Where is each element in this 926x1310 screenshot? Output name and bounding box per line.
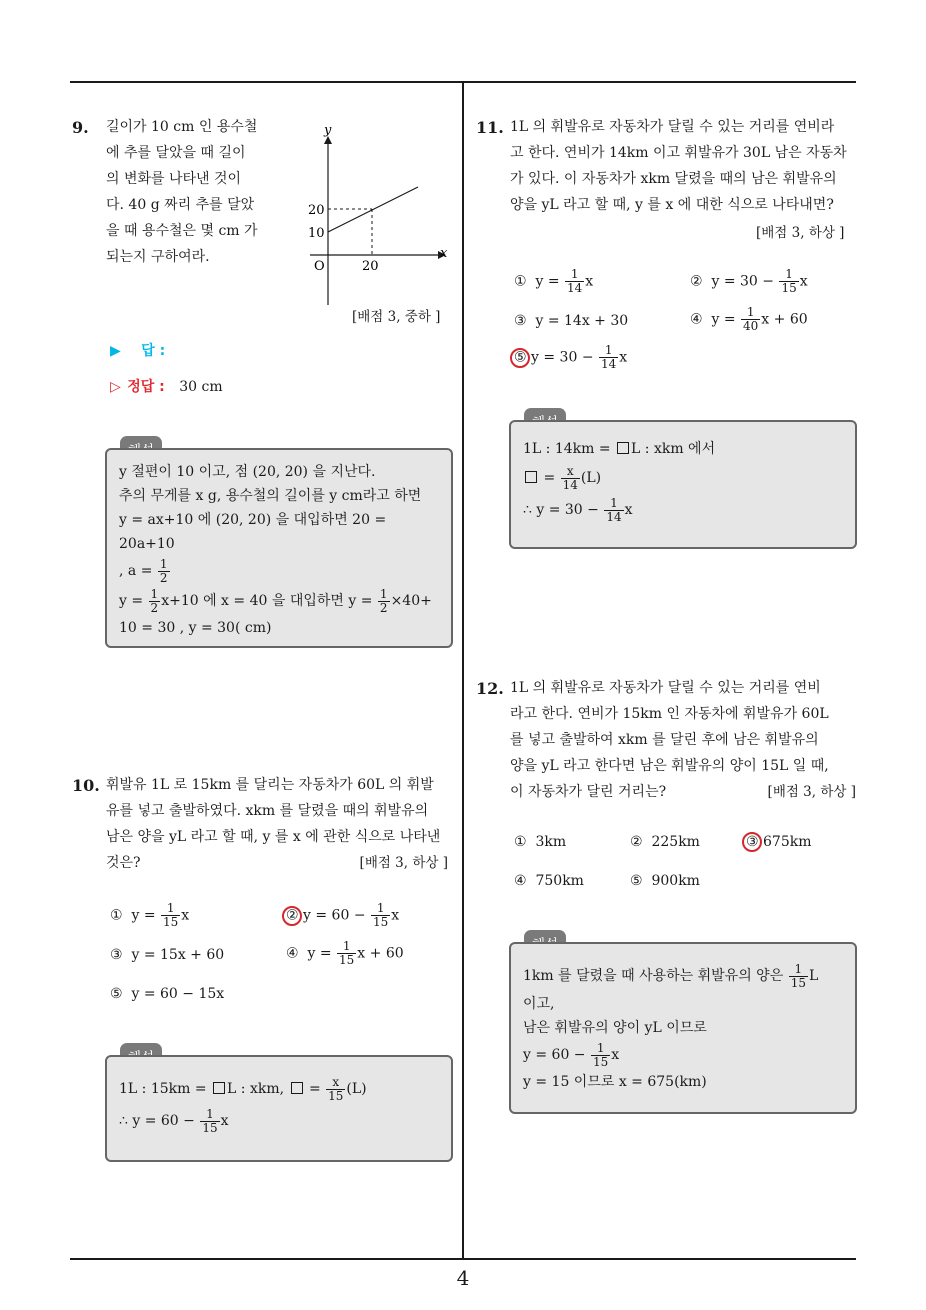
correct-label: 정답 : xyxy=(127,379,165,395)
q11-choice-2[interactable]: ② y = 30 − $\frac{1}{15}$ x xyxy=(690,267,808,295)
q12-choice-3[interactable]: ③ 675km xyxy=(746,834,812,850)
y-tick-label: 20 xyxy=(308,203,325,218)
sol-line: 10 = 30 , y = 30( cm) xyxy=(119,620,272,636)
sol-line: 1L : 14km = L : xkm 에서 xyxy=(523,441,716,457)
q11-line: 가 있다. 이 자동차가 xkm 달렸을 때의 남은 휘발유의 xyxy=(510,171,837,187)
q9-correct-row xyxy=(110,376,223,396)
q10-number: 10. xyxy=(72,776,100,795)
q10-line: 유를 넣고 출발하였다. xkm 를 달렸을 때의 휘발유의 xyxy=(106,803,429,819)
q12-choice-4[interactable]: ④ 750km xyxy=(514,873,584,889)
q11-score: [배점 3, 하상 ] xyxy=(756,225,845,241)
fraction: $\frac{1}{2}$ xyxy=(379,586,388,615)
q12-solution-box xyxy=(509,942,857,1114)
q12-line: 라고 한다. 연비가 15km 인 자동차에 휘발유가 60L xyxy=(510,706,829,722)
q12-number: 12. xyxy=(476,679,504,698)
bottom-rule xyxy=(70,1258,856,1260)
x-tick-label: 20 xyxy=(362,259,379,274)
q9-graph xyxy=(290,120,460,310)
q10-choice-4[interactable]: ④ y = $\frac{1}{15}$ x + 60 xyxy=(286,939,404,967)
q10-choice-5[interactable]: ⑤ y = 60 − 15x xyxy=(110,986,225,1002)
fraction: $\frac{1}{2}$ xyxy=(150,586,159,615)
q11-number: 11. xyxy=(476,118,504,137)
q12-line: 양을 yL 라고 한다면 남은 휘발유의 양이 15L 일 때, xyxy=(510,758,829,774)
sol-line: y = $\frac{1}{2}$ x+10 에 x = 40 을 대입하면 y = $\frac{1}{2}$ ×40+ xyxy=(119,586,432,615)
q9-score: [배점 3, 중하 ] xyxy=(352,309,441,325)
q12-choice-2[interactable]: ② 225km xyxy=(630,834,700,850)
q9-text xyxy=(106,114,276,270)
answer-label: 답 : xyxy=(141,343,166,359)
q9-line: 되는지 구하여라. xyxy=(106,249,210,265)
sol-line: ∴ y = 30 − $\frac{1}{14}$ x xyxy=(523,495,633,524)
q10-score: [배점 3, 하상 ] xyxy=(359,855,448,871)
sol-line: y = 15 이므로 x = 675(km) xyxy=(523,1074,707,1090)
blank-box-icon xyxy=(525,471,537,483)
q10-choice-2[interactable]: ② y = 60 − $\frac{1}{15}$ x xyxy=(286,901,400,929)
blank-box-icon xyxy=(617,442,629,454)
sol-line: 이고, xyxy=(523,996,555,1012)
q9-line: 다. 40 g 짜리 추를 달았 xyxy=(106,197,255,213)
q11-choice-4[interactable]: ④ y = $\frac{1}{40}$ x + 60 xyxy=(690,305,808,333)
blank-box-icon xyxy=(291,1082,303,1094)
q10-line: 것은? [배점 3, 하상 ] xyxy=(106,850,456,876)
q10-line: 남은 양을 yL 라고 할 때, y 를 x 에 관한 식으로 나타낸 xyxy=(106,829,441,845)
q12-choice-1[interactable]: ① 3km xyxy=(514,834,567,850)
q9-number: 9. xyxy=(72,118,89,137)
blank-box-icon xyxy=(213,1082,225,1094)
q12-score: [배점 3, 하상 ] xyxy=(767,784,856,800)
q11-solution-box xyxy=(509,420,857,549)
sol-line: , a = $\frac{1}{2}$ xyxy=(119,556,168,585)
q9-line: 길이가 10 cm 인 용수철 xyxy=(106,119,258,135)
q10-solution-box xyxy=(105,1055,453,1162)
sol-line: y = 60 − $\frac{1}{15}$ x xyxy=(523,1040,620,1069)
origin-label: O xyxy=(314,259,325,274)
q10-choice-3[interactable]: ③ y = 15x + 60 xyxy=(110,947,225,963)
q9-line: 을 때 용수철은 몇 cm 가 xyxy=(106,223,258,239)
sol-line: 1km 를 달렸을 때 사용하는 휘발유의 양은 $\frac{1}{15}$ L xyxy=(523,961,819,990)
q10-line: 휘발유 1L 로 15km 를 달리는 자동차가 60L 의 휘발 xyxy=(106,777,434,793)
q10-text xyxy=(106,772,456,876)
q9-answer-row xyxy=(110,340,165,360)
q11-text xyxy=(510,114,860,218)
q11-line: 양을 yL 라고 할 때, y 를 x 에 대한 식으로 나타내면? xyxy=(510,197,834,213)
q11-choice-1[interactable]: ① y = $\frac{1}{14}$ x xyxy=(514,267,594,295)
correct-marker-icon: ▷ xyxy=(110,379,121,395)
q10-choice-1[interactable]: ① y = $\frac{1}{15}$ x xyxy=(110,901,190,929)
q11-line: 1L 의 휘발유로 자동차가 달릴 수 있는 거리를 연비라 xyxy=(510,119,835,135)
q9-solution-box xyxy=(105,448,453,648)
q12-line: 를 넣고 출발하여 xkm 를 달린 후에 남은 휘발유의 xyxy=(510,732,819,748)
correct-value: 30 cm xyxy=(179,379,223,395)
answer-marker-icon: ▶ xyxy=(110,343,121,359)
q11-choice-3[interactable]: ③ y = 14x + 30 xyxy=(514,313,629,329)
sol-line: y = ax+10 에 (20, 20) 을 대입하면 20 = 20a+10 xyxy=(119,512,387,552)
q11-line: 고 한다. 연비가 14km 이고 휘발유가 30L 남은 자동차 xyxy=(510,145,847,161)
y-label: y xyxy=(324,123,332,138)
fraction: $\frac{1}{2}$ xyxy=(159,556,168,585)
sol-line: = $\frac{x}{14}$ (L) xyxy=(523,462,843,494)
q12-line: 이 자동차가 달린 거리는? [배점 3, 하상 ] xyxy=(510,779,860,805)
sol-line: y 절편이 10 이고, 점 (20, 20) 을 지난다. xyxy=(119,464,376,480)
q12-text xyxy=(510,675,860,805)
sol-line: 추의 무게를 x g, 용수철의 길이를 y cm라고 하면 xyxy=(119,488,422,504)
sol-line: 1L : 15km = L : xkm, = $\frac{x}{15}$ (L) xyxy=(119,1074,367,1103)
q9-line: 에 추를 달았을 때 길이 xyxy=(106,145,246,161)
q9-line: 의 변화를 나타낸 것이 xyxy=(106,171,242,187)
q12-choice-5[interactable]: ⑤ 900km xyxy=(630,873,700,889)
y-tick-label: 10 xyxy=(308,226,325,241)
column-divider xyxy=(462,82,464,1260)
x-label: x xyxy=(440,246,448,261)
page-number: 4 xyxy=(456,1266,470,1290)
sol-line: ∴ y = 60 − $\frac{1}{15}$ x xyxy=(119,1106,229,1135)
sol-line: 남은 휘발유의 양이 yL 이므로 xyxy=(523,1020,707,1036)
q11-choice-5[interactable]: ⑤ y = 30 − $\frac{1}{14}$ x xyxy=(514,343,628,371)
q12-line: 1L 의 휘발유로 자동차가 달릴 수 있는 거리를 연비 xyxy=(510,680,821,696)
